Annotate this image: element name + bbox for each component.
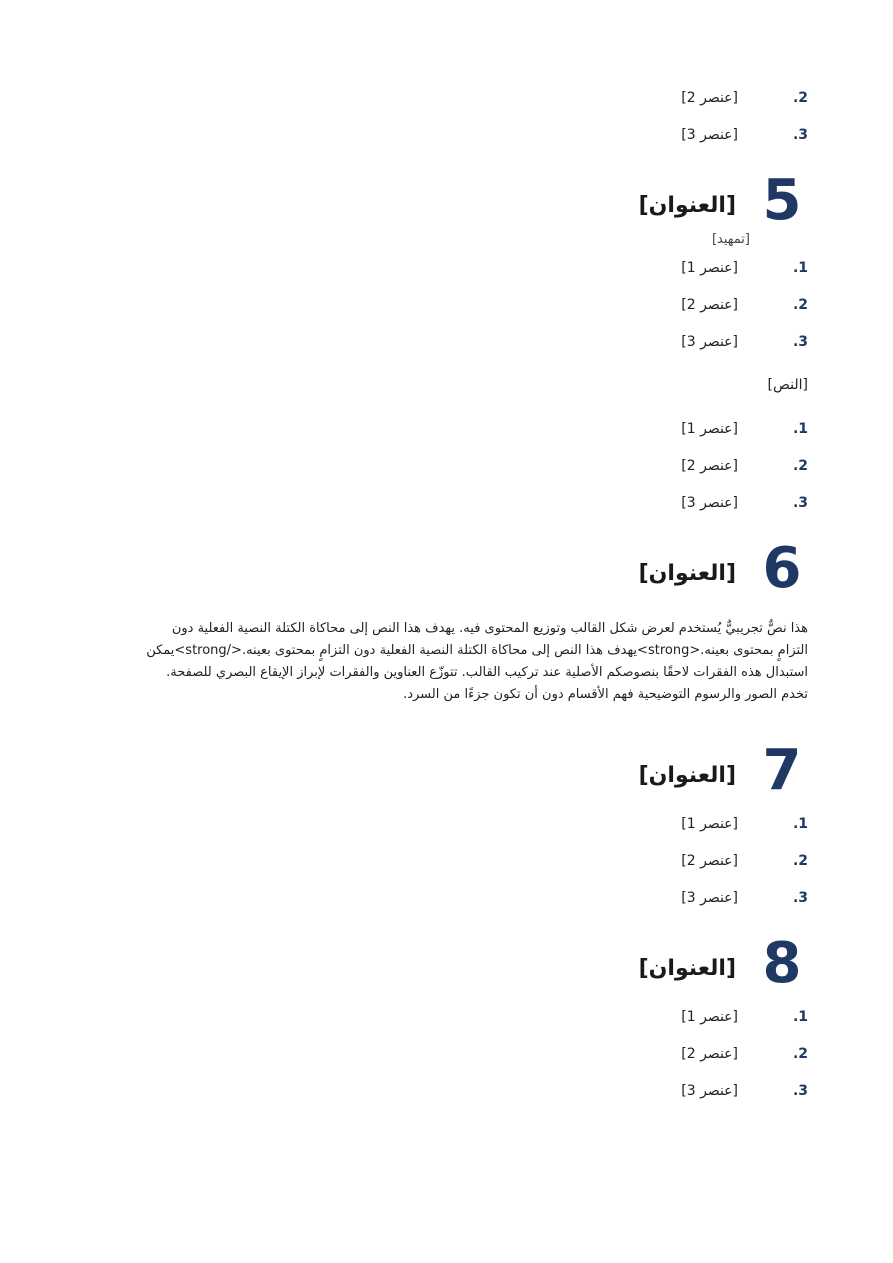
section-6-heading <box>110 534 808 604</box>
section-number: 6 <box>762 536 802 601</box>
list-item <box>110 843 808 880</box>
section-number: 7 <box>762 738 802 803</box>
list-item-text: [عنصر 1] <box>681 421 738 437</box>
section-7-list <box>110 806 808 917</box>
section-8-list <box>110 999 808 1110</box>
list-item <box>110 250 808 287</box>
list-item-text: [عنصر 3] <box>681 495 738 511</box>
section-paragraph: هذا نصٌّ تجريبيٌّ يُستخدم لعرض شكل القالب وتوزيع المحتوى فيه. يهدف هذا النص إلى محاكاة الكتلة النصية الفعلية دون التزامٍ بمحتوى بعينه.<strong>يهدف هذا النص إلى محاكاة الكتلة النصية الفعلية دون التزامٍ بمحتوى بعينه.</strong>يمكن استبدال هذه الفقرات لاحقًا بنصوصكم الأصلية عند تركيب القالب. تتوزّع العناوين والفقرات لإبراز الإيقاع البصري للصفحة. تخدم الصور والرسوم التوضيحية فهم الأقسام دون أن تكون جزءًا من السرد. <box>146 621 808 702</box>
section-8-heading <box>110 929 808 999</box>
list-item-number: .3 <box>792 1083 808 1099</box>
list-item-text: [عنصر 3] <box>681 127 738 143</box>
list-item-text: [عنصر 1] <box>681 816 738 832</box>
section-title: [العنوان] <box>638 955 736 981</box>
list-item-number: .1 <box>792 1009 808 1025</box>
list-item-text: [عنصر 2] <box>681 90 738 106</box>
section-5-heading <box>110 166 808 236</box>
list-item-text: [عنصر 3] <box>681 890 738 906</box>
section-intro: [تمهيد] <box>711 232 750 247</box>
list-item <box>110 448 808 485</box>
list-item-number: .1 <box>792 421 808 437</box>
section-title: [العنوان] <box>638 762 736 788</box>
list-item-number: .3 <box>792 334 808 350</box>
list-item-number: .2 <box>792 90 808 106</box>
section-title: [العنوان] <box>638 192 736 218</box>
list-item <box>110 880 808 917</box>
list-item-number: .1 <box>792 260 808 276</box>
list-item <box>110 287 808 324</box>
section-number: 5 <box>762 168 802 233</box>
list-item <box>110 324 808 361</box>
list-item-number: .3 <box>792 890 808 906</box>
list-item <box>110 80 808 117</box>
list-item <box>110 485 808 522</box>
body-text-placeholder: [النص] <box>767 377 808 393</box>
list-item-text: [عنصر 2] <box>681 458 738 474</box>
list-item <box>110 117 808 154</box>
list-item-number: .3 <box>792 495 808 511</box>
section-title: [العنوان] <box>638 560 736 586</box>
list-item-text: [عنصر 1] <box>681 1009 738 1025</box>
list-item-number: .2 <box>792 297 808 313</box>
section-number: 8 <box>762 931 802 996</box>
document-content <box>110 80 808 1110</box>
list-item-text: [عنصر 3] <box>681 334 738 350</box>
list-item-number: .2 <box>792 853 808 869</box>
section-5-list-2 <box>110 411 808 522</box>
list-item-number: .3 <box>792 127 808 143</box>
list-item-number: .1 <box>792 816 808 832</box>
list-item <box>110 1073 808 1110</box>
section-7-heading <box>110 736 808 806</box>
list-item <box>110 1036 808 1073</box>
list-item-number: .2 <box>792 1046 808 1062</box>
list-item <box>110 806 808 843</box>
list-item <box>110 411 808 448</box>
list-item-text: [عنصر 3] <box>681 1083 738 1099</box>
top-list <box>110 80 808 154</box>
list-item-text: [عنصر 1] <box>681 260 738 276</box>
list-item-text: [عنصر 2] <box>681 1046 738 1062</box>
section-5-list <box>110 250 808 361</box>
list-item-number: .2 <box>792 458 808 474</box>
list-item <box>110 999 808 1036</box>
list-item-text: [عنصر 2] <box>681 853 738 869</box>
list-item-text: [عنصر 2] <box>681 297 738 313</box>
